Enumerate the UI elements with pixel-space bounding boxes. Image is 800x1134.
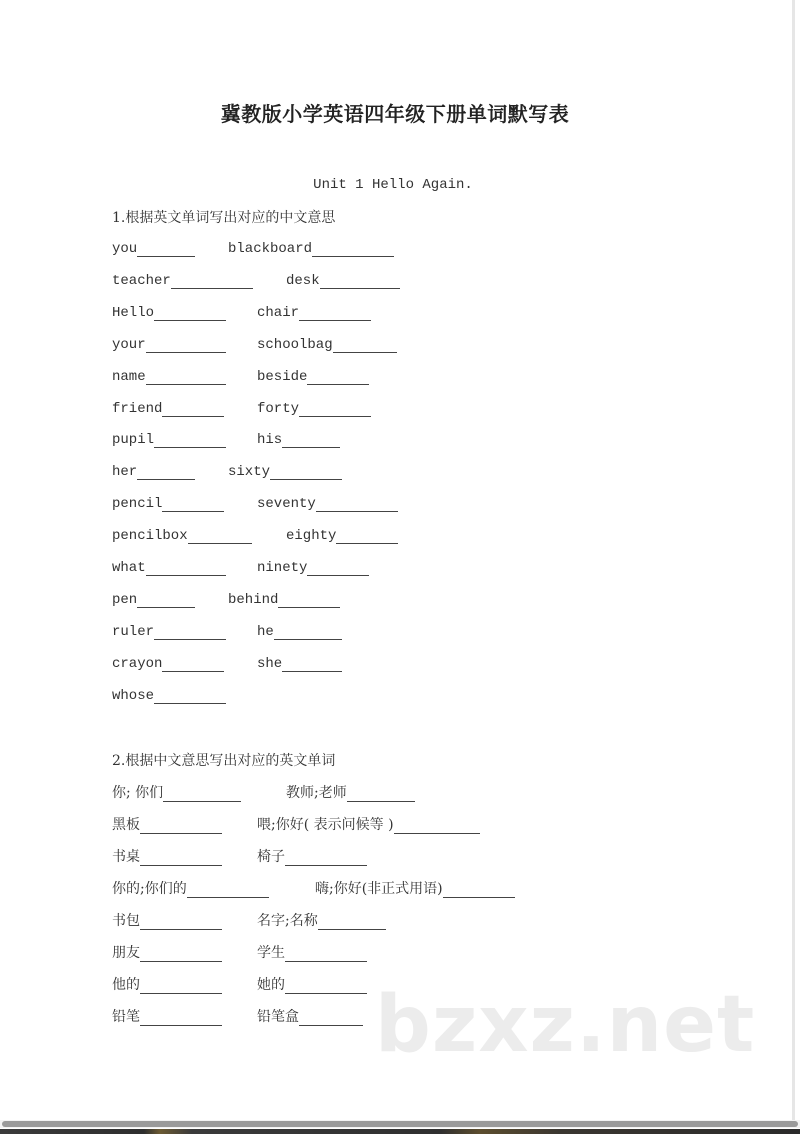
watermark: bzxz.net (375, 980, 756, 1070)
word-label: 名字;名称 (257, 913, 318, 929)
word-label: 你; 你们 (112, 785, 164, 801)
word-label: friend (112, 400, 163, 417)
word-label: 教师;老师 (286, 785, 347, 801)
word-item (257, 560, 369, 576)
word-label: 他的 (112, 977, 140, 993)
word-label: desk (286, 272, 320, 289)
word-label: 你的;你们的 (112, 881, 187, 897)
word-label: beside (257, 368, 308, 385)
word-item (257, 942, 367, 962)
answer-blank[interactable] (333, 338, 397, 353)
word-item (257, 337, 397, 353)
word-label: 椅子 (257, 849, 285, 865)
word-label: schoolbag (257, 336, 333, 353)
word-item (112, 273, 253, 289)
answer-blank[interactable] (394, 819, 480, 834)
word-label: he (257, 623, 274, 640)
answer-blank[interactable] (320, 274, 400, 289)
word-label: his (257, 432, 283, 449)
answer-blank[interactable] (299, 306, 371, 321)
answer-blank[interactable] (188, 529, 252, 544)
word-label: 铅笔盒 (257, 1009, 299, 1025)
word-item (112, 432, 226, 448)
unit-heading: Unit 1 Hello Again. (313, 177, 473, 193)
word-item (257, 305, 371, 321)
word-item (257, 432, 340, 448)
word-item (257, 401, 371, 417)
word-item (112, 592, 195, 608)
word-item (112, 878, 269, 898)
word-item (257, 369, 369, 385)
document-title: 冀教版小学英语四年级下册单词默写表 (220, 102, 570, 126)
word-label: behind (228, 591, 279, 608)
answer-blank[interactable] (171, 274, 253, 289)
answer-blank[interactable] (316, 497, 398, 512)
word-label: pen (112, 591, 138, 608)
word-item (112, 496, 224, 512)
word-label: seventy (257, 496, 316, 513)
horizontal-scrollbar[interactable] (0, 1120, 800, 1128)
word-item (112, 846, 222, 866)
word-item (257, 910, 386, 930)
answer-blank[interactable] (312, 242, 394, 257)
word-item (286, 528, 398, 544)
word-label: you (112, 241, 138, 257)
word-label: pupil (112, 432, 155, 449)
word-label: her (112, 464, 138, 481)
word-item (112, 1006, 222, 1026)
answer-blank[interactable] (162, 402, 224, 417)
answer-blank[interactable] (282, 433, 340, 448)
word-label: she (257, 655, 283, 672)
section-1-heading: 1.根据英文单词写出对应的中文意思 (112, 210, 336, 226)
answer-blank[interactable] (137, 593, 195, 608)
word-label: 嗨;你好(非正式用语) (315, 881, 443, 897)
word-label: chair (257, 304, 300, 321)
word-label: eighty (286, 528, 337, 545)
answer-blank[interactable] (285, 947, 367, 962)
answer-blank[interactable] (299, 402, 371, 417)
word-item (257, 814, 480, 834)
word-label: 书包 (112, 913, 140, 929)
word-label: sixty (228, 464, 271, 481)
answer-blank[interactable] (307, 370, 369, 385)
word-item (112, 337, 226, 353)
word-item (112, 688, 226, 704)
answer-blank[interactable] (443, 883, 515, 898)
answer-blank[interactable] (140, 1011, 222, 1026)
word-item (257, 656, 342, 672)
answer-blank[interactable] (347, 787, 415, 802)
answer-blank[interactable] (299, 1011, 363, 1026)
word-item (228, 464, 342, 480)
word-label: forty (257, 400, 300, 417)
word-label: 黑板 (112, 817, 140, 833)
answer-blank[interactable] (162, 497, 224, 512)
word-item (112, 782, 241, 802)
answer-blank[interactable] (140, 851, 222, 866)
answer-blank[interactable] (282, 657, 342, 672)
word-item (112, 910, 222, 930)
word-item (112, 528, 252, 544)
desktop-background-strip (0, 1129, 800, 1134)
word-label: what (112, 560, 146, 576)
word-item (112, 305, 226, 321)
answer-blank[interactable] (140, 947, 222, 962)
word-label: whose (112, 687, 155, 704)
word-item (112, 656, 224, 672)
word-item (228, 241, 394, 257)
answer-blank[interactable] (163, 787, 241, 802)
word-label: blackboard (228, 241, 313, 257)
answer-blank[interactable] (270, 465, 342, 480)
answer-blank[interactable] (285, 979, 367, 994)
word-label: crayon (112, 655, 163, 672)
word-item (112, 624, 226, 640)
answer-blank[interactable] (140, 915, 222, 930)
scrollbar-thumb[interactable] (2, 1121, 798, 1127)
word-label: teacher (112, 272, 171, 289)
word-item (112, 942, 222, 962)
word-item (257, 496, 398, 512)
word-label: pencil (112, 496, 163, 513)
word-item (228, 592, 340, 608)
word-item (112, 974, 222, 994)
answer-blank[interactable] (336, 529, 398, 544)
answer-blank[interactable] (140, 979, 222, 994)
word-item (112, 560, 226, 576)
word-item (257, 846, 367, 866)
answer-blank[interactable] (318, 915, 386, 930)
word-label: name (112, 368, 146, 385)
answer-blank[interactable] (137, 465, 195, 480)
word-label: 她的 (257, 977, 285, 993)
word-label: 喂;你好( 表示问候等 ) (257, 817, 394, 833)
word-item (112, 814, 222, 834)
word-item (257, 974, 367, 994)
answer-blank[interactable] (146, 338, 226, 353)
word-item (286, 782, 415, 802)
word-label: your (112, 336, 146, 353)
answer-blank[interactable] (274, 625, 342, 640)
word-item (286, 273, 400, 289)
word-label: 书桌 (112, 849, 140, 865)
word-label: Hello (112, 304, 155, 321)
word-label: pencilbox (112, 528, 188, 545)
answer-blank[interactable] (154, 625, 226, 640)
word-item (112, 464, 195, 480)
answer-blank[interactable] (154, 689, 226, 704)
answer-blank[interactable] (154, 433, 226, 448)
section-2-heading: 2.根据中文意思写出对应的英文单词 (112, 753, 336, 769)
answer-blank[interactable] (140, 819, 222, 834)
answer-blank[interactable] (146, 370, 226, 385)
answer-blank[interactable] (162, 657, 224, 672)
word-item (257, 624, 342, 640)
answer-blank[interactable] (278, 593, 340, 608)
word-item (315, 878, 515, 898)
word-label: ninety (257, 560, 308, 576)
answer-blank[interactable] (154, 306, 226, 321)
word-item (112, 241, 195, 257)
word-label: ruler (112, 623, 155, 640)
answer-blank[interactable] (187, 883, 269, 898)
word-label: 朋友 (112, 945, 140, 961)
answer-blank[interactable] (146, 561, 226, 576)
word-label: 学生 (257, 945, 285, 961)
answer-blank[interactable] (307, 561, 369, 576)
word-item (257, 1006, 363, 1026)
answer-blank[interactable] (137, 242, 195, 257)
word-item (112, 401, 224, 417)
word-item (112, 369, 226, 385)
word-label: 铅笔 (112, 1009, 140, 1025)
answer-blank[interactable] (285, 851, 367, 866)
